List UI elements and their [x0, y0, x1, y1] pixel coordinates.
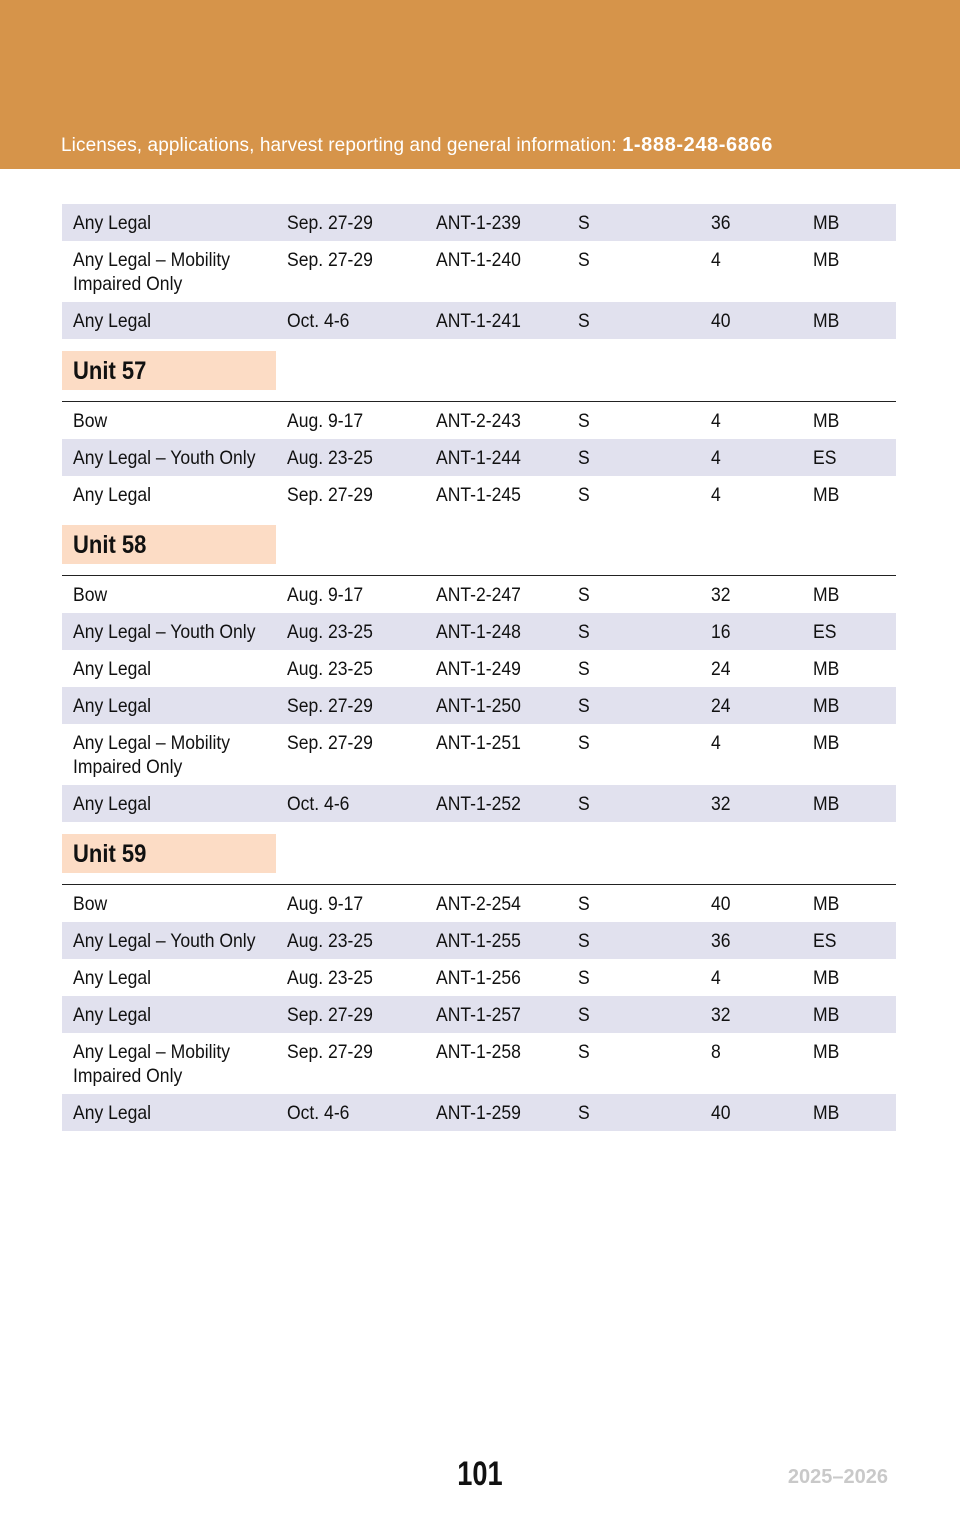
hunt-name-line-2: Impaired Only: [73, 1065, 183, 1087]
license-type: S: [578, 732, 590, 754]
hunt-dates: Sep. 27-29: [287, 1041, 373, 1063]
hunt-name-line-1: Any Legal – Mobility: [73, 732, 231, 754]
hunt-dates: Sep. 27-29: [287, 249, 373, 271]
hunt-dates: Aug. 23-25: [287, 447, 373, 469]
table-row: [62, 1094, 896, 1131]
hunt-name: Any Legal: [73, 658, 152, 680]
permit-count: 36: [711, 930, 731, 952]
hunt-dates: Oct. 4-6: [287, 1102, 350, 1124]
hunt-name-line-2: Impaired Only: [73, 273, 183, 295]
hunt-code: ANT-1-244: [436, 447, 521, 469]
hunt-name: Any Legal – Youth Only: [73, 930, 256, 952]
hunt-name: Any Legal: [73, 212, 152, 234]
hunt-dates: Aug. 23-25: [287, 658, 373, 680]
hunt-name-line-2: Impaired Only: [73, 756, 183, 778]
hunt-name: Any Legal: [73, 967, 152, 989]
permit-count: 32: [711, 584, 731, 606]
hunt-dates: Sep. 27-29: [287, 212, 373, 234]
hunt-code: ANT-1-257: [436, 1004, 521, 1026]
license-type: S: [578, 484, 590, 506]
hunt-dates: Sep. 27-29: [287, 695, 373, 717]
hunt-dates: Aug. 9-17: [287, 584, 364, 606]
area-code: MB: [813, 732, 840, 754]
hunt-code: ANT-1-255: [436, 930, 521, 952]
hunt-code: ANT-1-252: [436, 793, 521, 815]
unit-title: Unit 58: [73, 531, 147, 559]
hunt-code: ANT-1-240: [436, 249, 521, 271]
license-type: S: [578, 930, 590, 952]
permit-count: 40: [711, 893, 731, 915]
hunt-code: ANT-1-241: [436, 310, 521, 332]
hunt-code: ANT-1-239: [436, 212, 521, 234]
edition-year: 2025–2026: [787, 1466, 888, 1488]
table-row: [62, 302, 896, 339]
permit-count: 24: [711, 695, 731, 717]
area-code: ES: [813, 930, 837, 952]
hunt-code: ANT-1-251: [436, 732, 521, 754]
area-code: MB: [813, 212, 840, 234]
table-row: [62, 959, 896, 996]
hunt-code: ANT-1-258: [436, 1041, 521, 1063]
hunt-code: ANT-1-249: [436, 658, 521, 680]
area-code: MB: [813, 893, 840, 915]
table-row: [62, 402, 896, 439]
permit-count: 40: [711, 310, 731, 332]
table-row: [62, 613, 896, 650]
area-code: MB: [813, 967, 840, 989]
area-code: MB: [813, 310, 840, 332]
hunt-name: Any Legal: [73, 484, 152, 506]
table-row: [62, 650, 896, 687]
hunt-code: ANT-1-245: [436, 484, 521, 506]
unit-label-background: [62, 834, 276, 873]
permit-count: 16: [711, 621, 731, 643]
area-code: ES: [813, 621, 837, 643]
hunt-name: Bow: [73, 893, 108, 915]
area-code: MB: [813, 793, 840, 815]
hunt-code: ANT-1-250: [436, 695, 521, 717]
hunt-table: [62, 204, 896, 1131]
license-type: S: [578, 1102, 590, 1124]
hunt-name: Any Legal: [73, 695, 152, 717]
unit-label-background: [62, 525, 276, 564]
header-phone-number: 1-888-248-6866: [622, 134, 773, 156]
hunt-dates: Sep. 27-29: [287, 732, 373, 754]
permit-count: 40: [711, 1102, 731, 1124]
permit-count: 8: [711, 1041, 721, 1063]
table-row: [62, 996, 896, 1033]
hunt-dates: Aug. 9-17: [287, 410, 364, 432]
page-header: [0, 0, 960, 169]
area-code: ES: [813, 447, 837, 469]
license-type: S: [578, 447, 590, 469]
area-code: MB: [813, 695, 840, 717]
license-type: S: [578, 621, 590, 643]
license-type: S: [578, 1041, 590, 1063]
license-type: S: [578, 658, 590, 680]
table-row: [62, 785, 896, 822]
hunt-name: Any Legal: [73, 793, 152, 815]
area-code: MB: [813, 584, 840, 606]
license-type: S: [578, 967, 590, 989]
hunt-name: [73, 731, 230, 779]
table-row: [62, 687, 896, 724]
area-code: MB: [813, 1004, 840, 1026]
hunt-name: Any Legal: [73, 1102, 152, 1124]
permit-count: 4: [711, 732, 721, 754]
unit-header: [62, 525, 896, 576]
hunt-dates: Aug. 23-25: [287, 967, 373, 989]
hunt-code: ANT-2-243: [436, 410, 521, 432]
hunt-name: Any Legal – Youth Only: [73, 447, 256, 469]
hunt-code: ANT-1-259: [436, 1102, 521, 1124]
hunt-name: Bow: [73, 584, 108, 606]
area-code: MB: [813, 484, 840, 506]
license-type: S: [578, 212, 590, 234]
hunt-dates: Oct. 4-6: [287, 310, 350, 332]
hunt-name: Bow: [73, 410, 108, 432]
area-code: MB: [813, 1102, 840, 1124]
table-row: [62, 439, 896, 476]
hunt-dates: Aug. 23-25: [287, 621, 373, 643]
unit-title: Unit 57: [73, 357, 147, 385]
table-row: [62, 885, 896, 922]
hunt-dates: Sep. 27-29: [287, 484, 373, 506]
hunt-code: ANT-2-247: [436, 584, 521, 606]
hunt-dates: Aug. 9-17: [287, 893, 364, 915]
license-type: S: [578, 410, 590, 432]
unit-label-background: [62, 351, 276, 390]
table-row: [62, 204, 896, 241]
area-code: MB: [813, 658, 840, 680]
hunt-name: [73, 248, 230, 296]
table-row: [62, 1033, 896, 1094]
license-type: S: [578, 584, 590, 606]
header-info-line: [61, 134, 773, 157]
permit-count: 4: [711, 249, 721, 271]
permit-count: 24: [711, 658, 731, 680]
unit-title: Unit 59: [73, 840, 147, 868]
area-code: MB: [813, 1041, 840, 1063]
permit-count: 4: [711, 447, 721, 469]
hunt-name: Any Legal – Youth Only: [73, 621, 256, 643]
license-type: S: [578, 1004, 590, 1026]
table-row: [62, 476, 896, 513]
table-row: [62, 922, 896, 959]
permit-count: 36: [711, 212, 731, 234]
license-type: S: [578, 310, 590, 332]
permit-count: 4: [711, 967, 721, 989]
permit-count: 4: [711, 484, 721, 506]
hunt-code: ANT-1-248: [436, 621, 521, 643]
unit-header: [62, 834, 896, 885]
page-number: 101: [457, 1455, 503, 1493]
hunt-name: [73, 1040, 230, 1088]
table-row: [62, 241, 896, 302]
hunt-name: Any Legal: [73, 310, 152, 332]
license-type: S: [578, 793, 590, 815]
hunt-code: ANT-2-254: [436, 893, 521, 915]
table-row: [62, 576, 896, 613]
permit-count: 4: [711, 410, 721, 432]
unit-header: [62, 351, 896, 402]
license-type: S: [578, 249, 590, 271]
license-type: S: [578, 695, 590, 717]
hunt-dates: Sep. 27-29: [287, 1004, 373, 1026]
hunt-name-line-1: Any Legal – Mobility: [73, 1041, 231, 1063]
area-code: MB: [813, 410, 840, 432]
hunt-dates: Aug. 23-25: [287, 930, 373, 952]
permit-count: 32: [711, 793, 731, 815]
hunt-name: Any Legal: [73, 1004, 152, 1026]
permit-count: 32: [711, 1004, 731, 1026]
header-info-text: Licenses, applications, harvest reporting and general information:: [61, 135, 617, 156]
hunt-name-line-1: Any Legal – Mobility: [73, 249, 231, 271]
hunt-dates: Oct. 4-6: [287, 793, 350, 815]
license-type: S: [578, 893, 590, 915]
area-code: MB: [813, 249, 840, 271]
hunt-code: ANT-1-256: [436, 967, 521, 989]
table-row: [62, 724, 896, 785]
